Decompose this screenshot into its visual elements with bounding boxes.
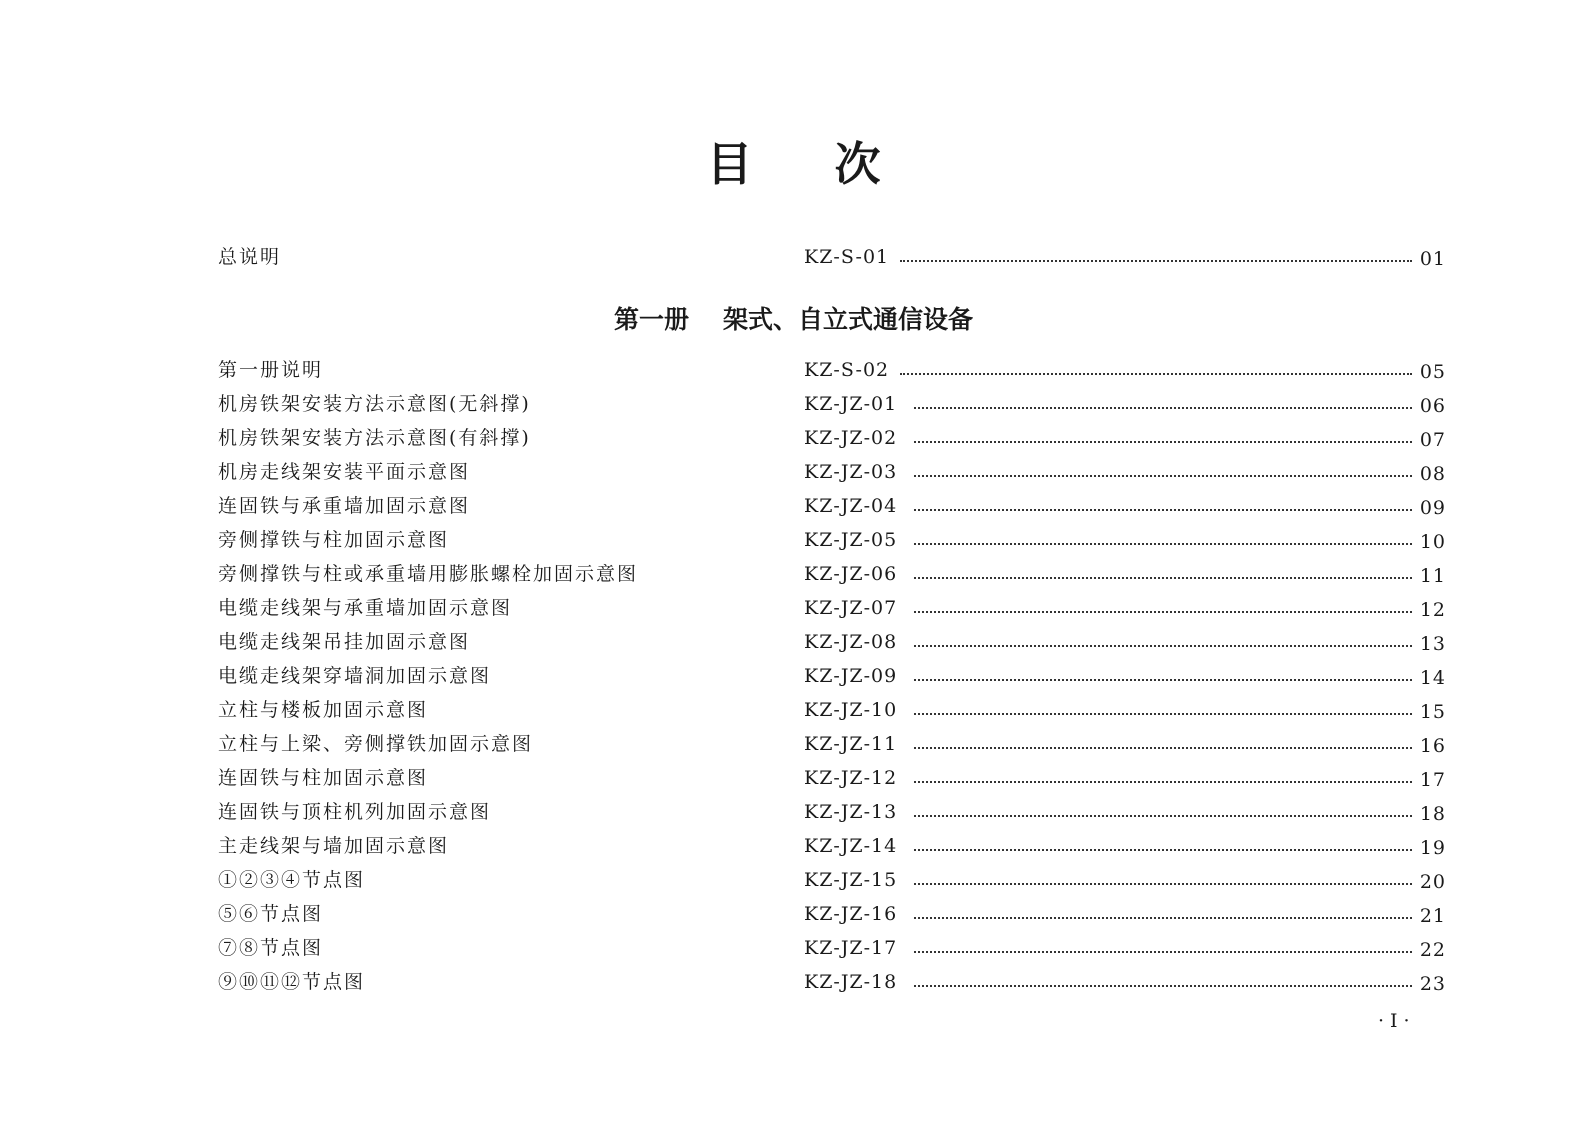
toc-entry-code: KZ-JZ-07 bbox=[804, 597, 898, 619]
toc-entry-code: KZ-S-02 bbox=[804, 359, 890, 381]
page-number: ·I· bbox=[1378, 1010, 1416, 1032]
toc-entry-title: 立柱与上梁、旁侧撑铁加固示意图 bbox=[218, 733, 534, 755]
toc-entry-page: 09 bbox=[1419, 497, 1446, 519]
toc-entry-code: KZ-JZ-03 bbox=[804, 461, 898, 483]
toc-entry-code: KZ-JZ-05 bbox=[804, 529, 898, 551]
toc-leader-dots bbox=[914, 505, 1412, 511]
toc-leader-dots bbox=[914, 607, 1412, 613]
toc-entry-page: 21 bbox=[1419, 905, 1446, 927]
section-volume: 第一册 bbox=[613, 305, 689, 334]
toc-entry-title: 主走线架与墙加固示意图 bbox=[218, 835, 450, 857]
toc-entry-title: 电缆走线架吊挂加固示意图 bbox=[218, 631, 471, 653]
toc-entry-title: 机房走线架安装平面示意图 bbox=[218, 461, 471, 483]
toc-entry-page: 06 bbox=[1419, 395, 1446, 417]
toc-entry-code: KZ-JZ-09 bbox=[804, 665, 898, 687]
toc-leader-dots bbox=[914, 675, 1412, 681]
toc-leader-dots bbox=[914, 641, 1412, 647]
toc-entry-page: 17 bbox=[1419, 769, 1446, 791]
toc-entry-title: 旁侧撑铁与柱加固示意图 bbox=[218, 529, 450, 551]
toc-leader-dots bbox=[914, 913, 1412, 919]
toc-entry[interactable] bbox=[218, 559, 1464, 589]
toc-entry-code: KZ-JZ-11 bbox=[804, 733, 898, 755]
toc-entry-title: ⑨⑩⑪⑫节点图 bbox=[218, 971, 366, 993]
toc-entry[interactable] bbox=[218, 695, 1464, 725]
toc-entry[interactable] bbox=[218, 933, 1464, 963]
toc-entry[interactable] bbox=[218, 491, 1464, 521]
toc-entry-code: KZ-JZ-13 bbox=[804, 801, 898, 823]
toc-leader-dots bbox=[914, 573, 1412, 579]
toc-entry-page: 07 bbox=[1419, 429, 1446, 451]
toc-entry[interactable] bbox=[218, 831, 1464, 861]
toc-leader-dots bbox=[914, 403, 1412, 409]
toc-entry[interactable] bbox=[218, 899, 1464, 929]
toc-entry-title: ⑤⑥节点图 bbox=[218, 903, 324, 925]
toc-entry-code: KZ-S-01 bbox=[804, 246, 890, 268]
toc-entry-code: KZ-JZ-12 bbox=[804, 767, 898, 789]
toc-entry[interactable] bbox=[218, 457, 1464, 487]
toc-entry-title: 电缆走线架穿墙洞加固示意图 bbox=[218, 665, 492, 687]
toc-entry-page: 22 bbox=[1419, 939, 1446, 961]
toc-entry[interactable] bbox=[218, 797, 1464, 827]
toc-entry-page: 23 bbox=[1419, 973, 1446, 995]
toc-entry[interactable] bbox=[218, 661, 1464, 691]
toc-leader-dots bbox=[914, 879, 1412, 885]
toc-leader-dots bbox=[914, 437, 1412, 443]
toc-entry-page: 16 bbox=[1419, 735, 1446, 757]
toc-entry[interactable] bbox=[218, 967, 1464, 997]
toc-entry-page: 14 bbox=[1419, 667, 1446, 689]
toc-entry-title: 连固铁与顶柱机列加固示意图 bbox=[218, 801, 492, 823]
toc-entry-page: 11 bbox=[1419, 565, 1446, 587]
toc-entry-code: KZ-JZ-04 bbox=[804, 495, 898, 517]
toc-entry[interactable] bbox=[218, 627, 1464, 657]
toc-entry[interactable] bbox=[218, 729, 1464, 759]
page-title bbox=[0, 128, 1587, 198]
toc-entry-page: 12 bbox=[1419, 599, 1446, 621]
toc-leader-dots bbox=[914, 709, 1412, 715]
toc-entry-code: KZ-JZ-14 bbox=[804, 835, 898, 857]
toc-leader-dots bbox=[914, 811, 1412, 817]
toc-entry-title: 连固铁与承重墙加固示意图 bbox=[218, 495, 471, 517]
toc-entry-title: 立柱与楼板加固示意图 bbox=[218, 699, 429, 721]
toc-leader-dots bbox=[914, 539, 1412, 545]
toc-leader-dots bbox=[914, 845, 1412, 851]
toc-entry[interactable] bbox=[218, 593, 1464, 623]
toc-leader-dots bbox=[900, 256, 1412, 262]
page-title-char-1: 目 bbox=[706, 137, 753, 191]
toc-leader-dots bbox=[914, 471, 1412, 477]
toc-leader-dots bbox=[914, 777, 1412, 783]
toc-entry-title: ⑦⑧节点图 bbox=[218, 937, 324, 959]
toc-entry-title: 第一册说明 bbox=[218, 359, 324, 381]
toc-entry-general[interactable] bbox=[218, 242, 1464, 272]
toc-entry-page: 05 bbox=[1419, 361, 1446, 383]
toc-entry-code: KZ-JZ-01 bbox=[804, 393, 898, 415]
toc-entry-page: 13 bbox=[1419, 633, 1446, 655]
toc-entry[interactable] bbox=[218, 389, 1464, 419]
toc-leader-dots bbox=[900, 369, 1412, 375]
toc-entry-code: KZ-JZ-15 bbox=[804, 869, 898, 891]
toc-entry-page: 18 bbox=[1419, 803, 1446, 825]
toc-entry-code: KZ-JZ-08 bbox=[804, 631, 898, 653]
toc-entry-code: KZ-JZ-16 bbox=[804, 903, 898, 925]
toc-entry-code: KZ-JZ-18 bbox=[804, 971, 898, 993]
section-name: 架式、自立式通信设备 bbox=[723, 305, 974, 334]
toc-entry-code: KZ-JZ-17 bbox=[804, 937, 898, 959]
toc-entry[interactable] bbox=[218, 423, 1464, 453]
toc-entry-page: 08 bbox=[1419, 463, 1446, 485]
toc-entry-title: 连固铁与柱加固示意图 bbox=[218, 767, 429, 789]
toc-entry-page: 10 bbox=[1419, 531, 1446, 553]
toc-entry-page: 20 bbox=[1419, 871, 1446, 893]
toc-entry[interactable] bbox=[218, 355, 1464, 385]
toc-entry-title: 旁侧撑铁与柱或承重墙用膨胀螺栓加固示意图 bbox=[218, 563, 639, 585]
toc-entry[interactable] bbox=[218, 763, 1464, 793]
toc-leader-dots bbox=[914, 743, 1412, 749]
toc-entry-code: KZ-JZ-10 bbox=[804, 699, 898, 721]
toc-entry-title: 机房铁架安装方法示意图(有斜撑) bbox=[218, 427, 531, 449]
toc-entry-page: 19 bbox=[1419, 837, 1446, 859]
toc-entry-page: 01 bbox=[1419, 248, 1446, 270]
toc-entry-title: 电缆走线架与承重墙加固示意图 bbox=[218, 597, 513, 619]
toc-entry-code: KZ-JZ-02 bbox=[804, 427, 898, 449]
page-title-char-2: 次 bbox=[834, 137, 881, 191]
toc-entry[interactable] bbox=[218, 865, 1464, 895]
toc-entry[interactable] bbox=[218, 525, 1464, 555]
toc-entry-page: 15 bbox=[1419, 701, 1446, 723]
toc-entry-title: 总说明 bbox=[218, 246, 282, 268]
toc-entry-title: 机房铁架安装方法示意图(无斜撑) bbox=[218, 393, 531, 415]
toc-leader-dots bbox=[914, 947, 1412, 953]
toc-entry-code: KZ-JZ-06 bbox=[804, 563, 898, 585]
toc-leader-dots bbox=[914, 981, 1412, 987]
section-heading bbox=[0, 300, 1587, 336]
toc-entry-title: ①②③④节点图 bbox=[218, 869, 366, 891]
